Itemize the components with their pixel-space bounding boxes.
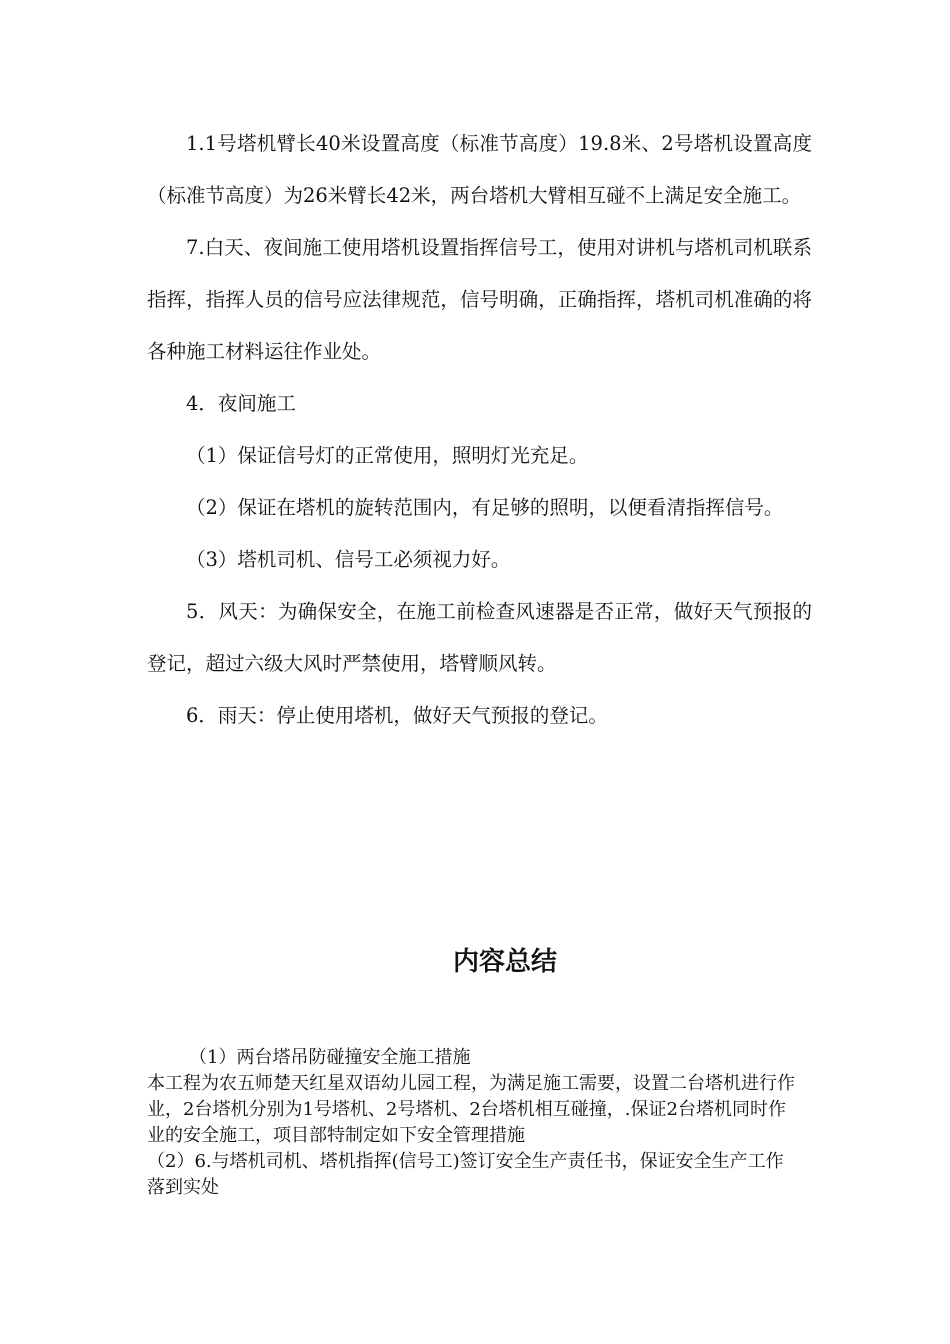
summary-heading: （1）两台塔吊防碰撞安全施工措施 xyxy=(189,1047,471,1068)
paragraph-night-item-3: （3）塔机司机、信号工必须视力好。 xyxy=(186,548,511,571)
paragraph-rainy-day: 6．雨天：停止使用塔机，做好天气预报的登记。 xyxy=(186,704,608,727)
summary-title: 内容总结 xyxy=(452,947,557,977)
paragraph-night-item-2: （2）保证在塔机的旋转范围内，有足够的照明，以便看清指挥信号。 xyxy=(186,496,784,519)
paragraph-night-construction-heading: 4．夜间施工 xyxy=(186,392,296,415)
paragraph-windy-day: 5．风天：为确保安全，在施工前检查风速器是否正常，做好天气预报的登记，超过六级大风时严禁使用，塔臂顺风转。 xyxy=(147,600,812,675)
summary-section xyxy=(147,1045,797,1201)
summary-item-2: （2）6.与塔机司机、塔机指挥(信号工)签订安全生产责任书，保证安全生产工作落到实处 xyxy=(147,1151,784,1198)
body-text xyxy=(147,118,812,742)
paragraph-signal-worker: 7.白天、夜间施工使用塔机设置指挥信号工，使用对讲机与塔机司机联系指挥，指挥人员的信号应法律规范，信号明确，正确指挥，塔机司机准确的将各种施工材料运往作业处。 xyxy=(147,236,812,363)
summary-body: 本工程为农五师楚天红星双语幼儿园工程，为满足施工需要，设置二台塔机进行作业，2台塔机分别为1号塔机、2号塔机、2台塔机相互碰撞，.保证2台塔机同时作业的安全施工，项目部特制定如下安全管理措施 xyxy=(147,1073,795,1146)
paragraph-tower-crane-heights: 1.1号塔机臂长40米设置高度（标准节高度）19.8米、2号塔机设置高度（标准节高度）为26米臂长42米，两台塔机大臂相互碰不上满足安全施工。 xyxy=(147,132,812,207)
paragraph-night-item-1: （1）保证信号灯的正常使用，照明灯光充足。 xyxy=(186,444,589,467)
